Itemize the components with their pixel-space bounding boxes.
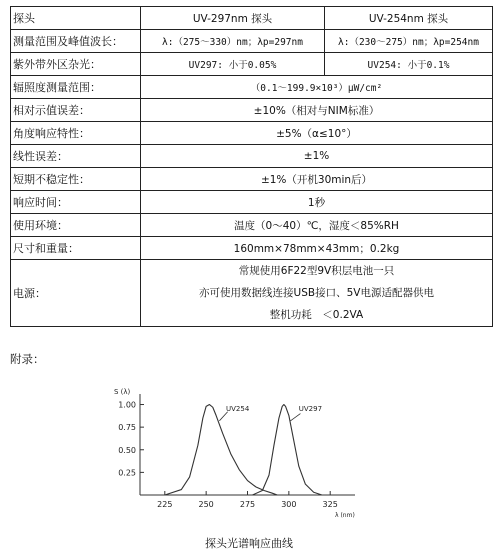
row-label: 线性误差： — [11, 145, 141, 168]
x-tick-label: 325 — [322, 500, 338, 509]
table-row — [11, 30, 493, 53]
table-cell: ±1%（开机30min后） — [141, 168, 493, 191]
table-cell: λ:（275～330）nm；λp=297nm — [141, 30, 325, 53]
row-label: 电源： — [11, 260, 141, 327]
x-tick-label: 225 — [157, 500, 173, 509]
y-tick-label: 1.00 — [118, 400, 136, 410]
table-row — [11, 7, 493, 30]
table-cell: UV-254nm 探头 — [325, 7, 493, 30]
spectral-response-chart — [100, 380, 370, 525]
table-row — [11, 99, 493, 122]
series-line-uv297 — [252, 405, 321, 495]
power-line: 亦可使用数据线连接USB接口、5V电源适配器供电 — [199, 287, 434, 299]
series-leader — [219, 412, 227, 421]
y-axis-label: S (λ) — [114, 388, 131, 396]
row-label: 相对示值误差： — [11, 99, 141, 122]
table-cell: ±10%（相对与NIM标准） — [141, 99, 493, 122]
row-label: 尺寸和重量： — [11, 237, 141, 260]
table-cell: ±1% — [141, 145, 493, 168]
table-cell: ±5%（α≤10°） — [141, 122, 493, 145]
y-tick-label: 0.75 — [118, 423, 136, 433]
spec-table — [10, 6, 493, 327]
row-label: 短期不稳定性： — [11, 168, 141, 191]
row-label: 响应时间： — [11, 191, 141, 214]
table-row — [11, 122, 493, 145]
series-line-uv254 — [165, 405, 277, 495]
power-line: 整机功耗 ＜0.2VA — [269, 309, 364, 321]
x-tick-label: 275 — [239, 500, 256, 509]
x-tick-label: 250 — [198, 500, 214, 509]
table-row — [11, 214, 493, 237]
table-cell: UV297: 小于0.05% — [141, 53, 325, 76]
table-row — [11, 191, 493, 214]
row-label: 使用环境： — [11, 214, 141, 237]
y-tick-label: 0.50 — [118, 445, 136, 455]
appendix-label: 附录： — [10, 352, 45, 366]
table-cell: UV-297nm 探头 — [141, 7, 325, 30]
table-cell: λ:（230～275）nm；λp=254nm — [325, 30, 493, 53]
table-cell: UV254: 小于0.1% — [325, 53, 493, 76]
table-cell — [141, 260, 493, 327]
power-line: 常规使用6F22型9V积层电池一只 — [238, 265, 395, 277]
table-cell: 160mm×78mm×43mm；0.2kg — [141, 237, 493, 260]
row-label: 辐照度测量范围： — [11, 76, 141, 99]
chart-caption: 探头光谱响应曲线 — [205, 537, 293, 550]
table-row — [11, 145, 493, 168]
series-leader — [291, 414, 301, 421]
y-tick-label: 0.25 — [118, 468, 136, 478]
row-label: 紫外带外区杂光： — [11, 53, 141, 76]
table-row — [11, 76, 493, 99]
x-tick-label: 300 — [281, 500, 297, 509]
table-cell: 1秒 — [141, 191, 493, 214]
series-label: UV254 — [226, 404, 250, 413]
table-cell: （0.1～199.9×10³）μW/cm² — [141, 76, 493, 99]
row-label: 测量范围及峰值波长： — [11, 30, 141, 53]
table-row — [11, 168, 493, 191]
row-label: 角度响应特性： — [11, 122, 141, 145]
row-label: 探头 — [11, 7, 141, 30]
table-row — [11, 237, 493, 260]
x-axis-label: λ (nm) — [335, 512, 355, 519]
series-label: UV297 — [298, 404, 323, 413]
table-row — [11, 53, 493, 76]
table-row — [11, 260, 493, 327]
table-cell: 温度（0～40）℃，湿度＜85%RH — [141, 214, 493, 237]
